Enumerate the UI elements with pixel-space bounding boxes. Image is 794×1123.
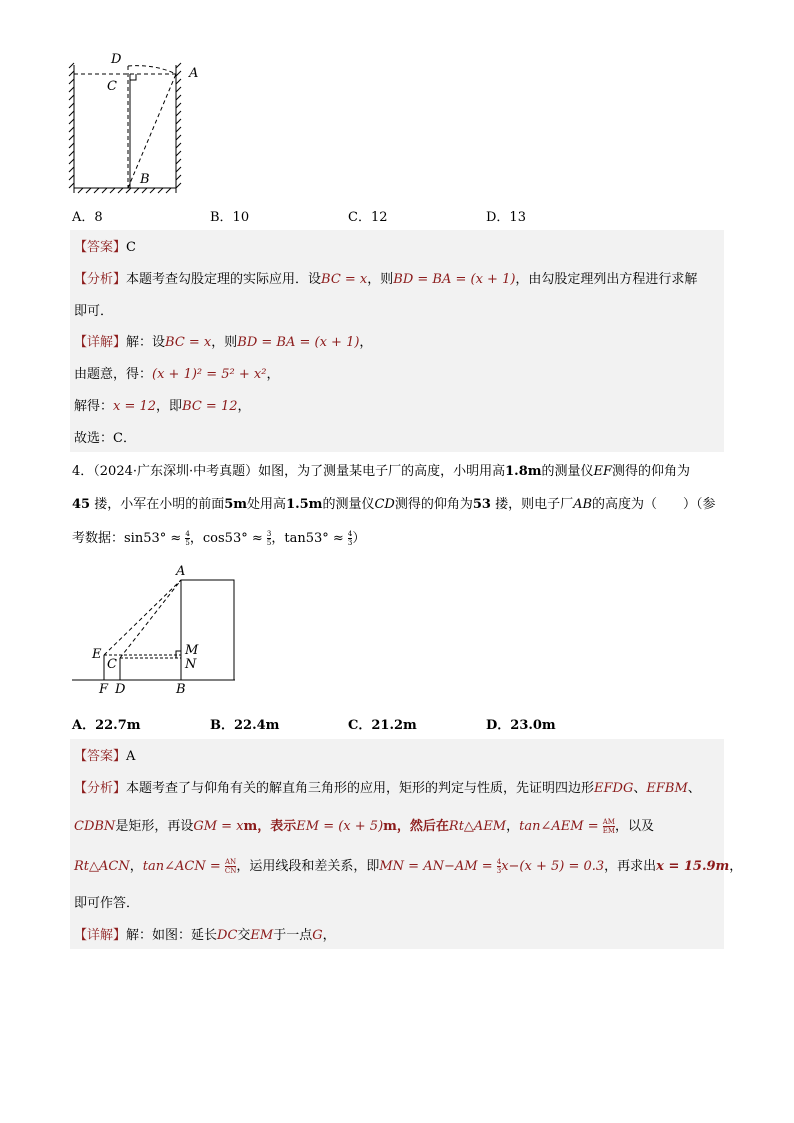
text: ，由勾股定理列出方程进行求解 xyxy=(515,272,698,287)
math: Rt△AEM xyxy=(448,819,507,834)
label-D: D xyxy=(111,52,122,67)
text: 搂，小军在小明的前面 xyxy=(90,497,225,512)
math: DC xyxy=(217,928,238,943)
text: 考数据： xyxy=(72,531,125,546)
text: ， xyxy=(237,399,251,414)
label-F: F xyxy=(99,682,109,697)
text: ） xyxy=(352,531,366,546)
math: tan∠ACN = xyxy=(142,859,225,874)
math: EFDG xyxy=(594,781,634,796)
text: ，即 xyxy=(156,399,183,414)
value: 1.8m xyxy=(505,464,542,479)
answer-tag: 【答案】 xyxy=(74,240,127,255)
label-B: B xyxy=(176,682,186,697)
math: EM xyxy=(250,928,274,943)
text: ， xyxy=(506,819,520,834)
q4-option-a: A．22.7m xyxy=(72,718,141,733)
left-wall-hatch xyxy=(69,63,74,193)
q3-option-b: B．10 xyxy=(210,210,250,225)
num: AM xyxy=(602,818,615,826)
text: 的高度为（ ）（参 xyxy=(592,497,716,512)
text: ，以及 xyxy=(615,819,655,834)
math: ，cos53° ≈ xyxy=(189,531,267,546)
segment-BA xyxy=(128,74,176,188)
math: BC = 12 xyxy=(182,399,238,414)
math: (x + 1)² = 5² + x² xyxy=(152,367,267,382)
den: 5 xyxy=(266,539,272,547)
text: ，则 xyxy=(367,272,394,287)
text: 是矩形，再设 xyxy=(115,819,194,834)
ground-hatch xyxy=(74,188,176,193)
q4-option-d: D．23.0m xyxy=(486,718,556,733)
label-D: D xyxy=(115,682,126,697)
math: BD = BA = (x + 1) xyxy=(393,272,516,287)
math: ，tan53° ≈ xyxy=(271,531,348,546)
text: 解：设 xyxy=(126,335,166,350)
label-E: E xyxy=(92,647,102,662)
text: 的测量仪 xyxy=(541,464,594,479)
num: 3 xyxy=(266,530,272,538)
math: CDBN xyxy=(74,819,116,834)
elevation-figure xyxy=(70,565,245,685)
num: 4 xyxy=(185,530,190,538)
math: x = 15.9m xyxy=(656,859,730,874)
q4-solution-panel xyxy=(70,739,743,949)
text: 解得： xyxy=(74,399,114,414)
q4-answer xyxy=(74,745,135,764)
analysis-tag: 【分析】 xyxy=(74,781,127,796)
math: G xyxy=(312,928,323,943)
math: CD xyxy=(374,497,395,512)
q3-option-a: A．8 xyxy=(72,210,103,225)
den: EM xyxy=(602,827,616,835)
q3-detail-line1 xyxy=(74,331,372,350)
text: 测得的仰角为 xyxy=(394,497,473,512)
value: 53 xyxy=(472,497,491,512)
q4-analysis-line4: 即可作答． xyxy=(74,896,140,911)
num: 4 xyxy=(496,858,502,866)
q4-analysis-line1 xyxy=(74,777,701,796)
text: 本题考查勾股定理的实际应用．设 xyxy=(126,272,322,287)
math: AB xyxy=(573,497,593,512)
math: BD = BA = (x + 1) xyxy=(237,335,360,350)
math: BC = x xyxy=(321,272,368,287)
answer-text: C xyxy=(126,240,136,255)
math: BC = x xyxy=(165,335,212,350)
value: 1.5m xyxy=(286,497,323,512)
math: GM = x xyxy=(193,819,244,834)
den: CN xyxy=(224,867,237,875)
text: 搂，则电子厂 xyxy=(490,497,574,512)
text: 、 xyxy=(633,781,647,796)
arc-DA xyxy=(128,66,176,74)
q3-detail-line3 xyxy=(74,395,251,414)
den: 3 xyxy=(347,539,353,547)
q4-option-b: B．22.4m xyxy=(210,718,280,733)
q3-answer xyxy=(74,236,136,255)
label-M: M xyxy=(185,643,199,658)
math: MN = AN−AM = xyxy=(379,859,497,874)
q3-option-d: D．13 xyxy=(486,210,526,225)
text: 、 xyxy=(687,781,701,796)
math: x−(x + 5) = 0.3 xyxy=(501,859,605,874)
q3-solution-panel xyxy=(70,230,724,452)
q3-detail-line4: 故选：C． xyxy=(74,431,136,446)
value: 5m xyxy=(224,497,248,512)
analysis-tag: 【分析】 xyxy=(74,272,127,287)
fraction xyxy=(225,858,236,875)
segment-EA xyxy=(104,580,181,655)
math: Rt△ACN xyxy=(74,859,130,874)
answer-text: A xyxy=(126,749,136,764)
math: sin53° ≈ xyxy=(124,531,186,546)
q3-analysis-line1 xyxy=(74,268,697,287)
q4-stem-line1 xyxy=(72,460,690,479)
text: ， xyxy=(359,335,373,350)
num: 4 xyxy=(347,530,353,538)
text: ，运用线段和差关系，即 xyxy=(236,859,380,874)
text: ， xyxy=(266,367,280,382)
text: 由题意，得： xyxy=(74,367,153,382)
q4-analysis-line2 xyxy=(74,815,654,835)
math: tan∠AEM = xyxy=(519,819,603,834)
text: 测得的仰角为 xyxy=(612,464,691,479)
value: 45 xyxy=(72,497,91,512)
text: 解：如图：延长 xyxy=(126,928,218,943)
text: ， xyxy=(129,859,143,874)
text: 的测量仪 xyxy=(322,497,375,512)
math: EM = (x + 5) xyxy=(296,819,384,834)
text: ，则 xyxy=(211,335,238,350)
q4-stem-line3 xyxy=(72,527,365,547)
math: x = 12 xyxy=(113,399,157,414)
num: AN xyxy=(225,858,237,866)
text: 4．（2024·广东深圳·中考真题）如图，为了测量某电子厂的高度，小明用高 xyxy=(72,464,506,479)
den: 5 xyxy=(185,539,190,547)
label-A: A xyxy=(189,66,199,81)
q3-detail-line2 xyxy=(74,363,280,382)
detail-tag: 【详解】 xyxy=(74,928,127,943)
answer-tag: 【答案】 xyxy=(74,749,127,764)
label-A: A xyxy=(176,564,186,579)
q3-option-c: C．12 xyxy=(348,210,388,225)
label-B: B xyxy=(140,172,150,187)
text: 交 xyxy=(237,928,251,943)
math: EF xyxy=(593,464,613,479)
text: 处用高 xyxy=(247,497,287,512)
text: 于一点 xyxy=(273,928,313,943)
text: m，然后在 xyxy=(383,819,449,834)
label-C: C xyxy=(107,657,117,672)
text: ，再求出 xyxy=(604,859,657,874)
segment-CA xyxy=(120,580,181,658)
text: 本题考查了与仰角有关的解直角三角形的应用，矩形的判定与性质，先证明四边形 xyxy=(126,781,595,796)
ladder-figure xyxy=(60,50,210,200)
right-wall-hatch xyxy=(176,63,181,193)
q4-analysis-line3 xyxy=(74,855,742,875)
text: ， xyxy=(729,859,743,874)
den: 3 xyxy=(496,867,502,875)
math: EFBM xyxy=(646,781,688,796)
label-C: C xyxy=(107,79,117,94)
detail-tag: 【详解】 xyxy=(74,335,127,350)
q3-analysis-line2: 即可． xyxy=(74,304,114,319)
q4-option-c: C．21.2m xyxy=(348,718,417,733)
label-N: N xyxy=(185,657,197,672)
fraction xyxy=(603,818,615,835)
text: m，表示 xyxy=(243,819,297,834)
q4-stem-line2 xyxy=(72,493,716,512)
q4-detail-line1 xyxy=(74,924,336,943)
text: ， xyxy=(322,928,336,943)
right-angle-mark xyxy=(130,74,136,80)
